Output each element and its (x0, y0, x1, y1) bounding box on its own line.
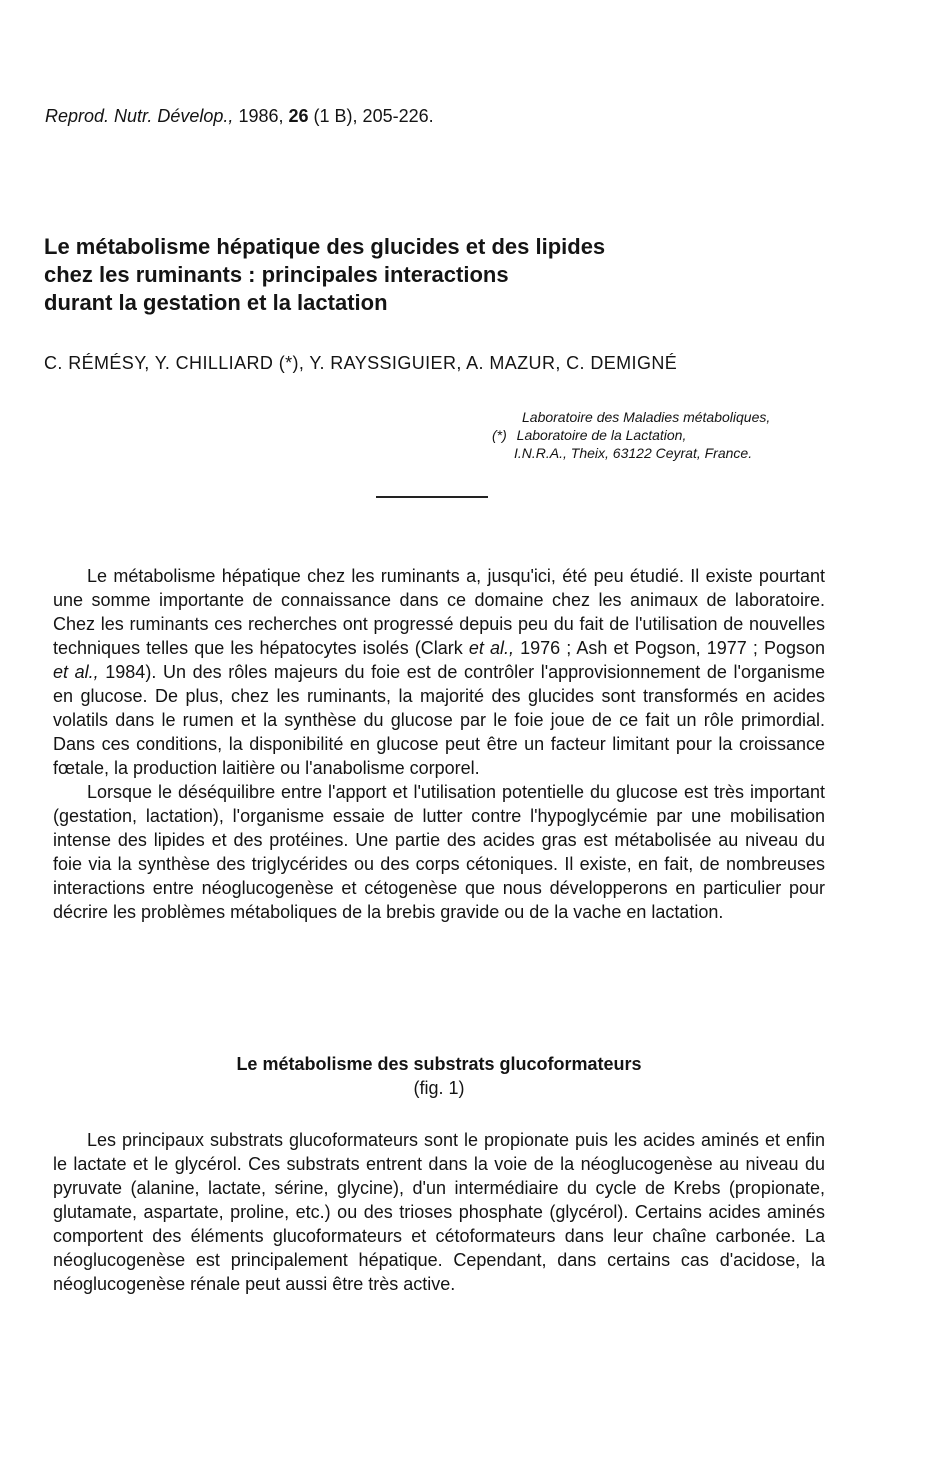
citation-line (45, 104, 745, 128)
separator-rule (376, 496, 488, 498)
publication-year: 1986, (238, 106, 284, 126)
figure-reference: (fig. 1) (413, 1078, 465, 1098)
et-al-1: et al., (468, 638, 515, 658)
intro-p1-text-b: 1976 ; Ash et Pogson, 1977 ; Pogson (514, 638, 826, 658)
title-line-1: Le métabolisme hépatique des glucides et des lipides (44, 234, 606, 259)
affiliation-3: I.N.R.A., Theix, 63122 Ceyrat, France. (514, 445, 753, 461)
journal-name: Reprod. Nutr. Dévelop., (45, 106, 234, 126)
issue-pages: (1 B), 205-226. (313, 106, 434, 126)
title-line-2: chez les ruminants : principales interactions (44, 262, 509, 287)
et-al-2: et al., (53, 662, 99, 682)
author-list: C. RÉMÉSY, Y. CHILLIARD (*), Y. RAYSSIGUIER, A. MAZUR, C. DEMIGNÉ (44, 353, 678, 373)
affiliation-marker: (*) (492, 427, 507, 443)
affiliation-2-text: Laboratoire de la Lactation, (516, 427, 687, 443)
affiliations (470, 408, 870, 462)
intro-p1-text-a: Le métabolisme hépatique chez les ruminants a, jusqu'ici, été peu étudié. Il existe pourtant une somme importante de connaissance dans ce domaine chez les animaux de laboratoire. Chez les ruminants ces recherches ont progressé depuis peu du fait de l'utilisation de nouvelles techniques telles que les hépatocytes isolés (Clark (53, 566, 825, 658)
article-title (44, 233, 844, 317)
title-line-3: durant la gestation et la lactation (44, 290, 388, 315)
introduction (53, 564, 825, 924)
section-heading (53, 1052, 825, 1100)
section-title: Le métabolisme des substrats glucoformateurs (236, 1054, 642, 1074)
intro-paragraph-2: Lorsque le déséquilibre entre l'apport et l'utilisation potentielle du glucose est très important (gestation, lactation), l'organisme essaie de lutter contre l'hypoglycémie par une mobilisation intense des lipides et des protéines. Une partie des acides gras est métabolisée au niveau du foie via la synthèse des triglycérides ou des corps cétoniques. Il existe, en fait, de nombreuses interactions entre néoglucogenèse et cétogenèse que nous développerons en particulier pour décrire les problèmes métaboliques de la brebis gravide ou de la vache en lactation. (53, 782, 825, 922)
affiliation-2 (492, 426, 892, 444)
volume-number: 26 (288, 106, 309, 126)
section-body (53, 1128, 825, 1296)
intro-p1-text-c: 1984). Un des rôles majeurs du foie est de contrôler l'approvisionnement de l'organisme en glucose. De plus, chez les ruminants, la majorité des glucides sont transformés en acides volatils dans le rumen et la synthèse du glucose par le foie joue de ce fait un rôle primordial. Dans ces conditions, la disponibilité en glucose peut être un facteur limitant pour la croissance fœtale, la production laitière ou l'anabolisme corporel. (53, 662, 825, 778)
affiliation-1: Laboratoire des Maladies métaboliques, (522, 409, 771, 425)
intro-paragraph-1 (53, 564, 825, 780)
section-paragraph-1: Les principaux substrats glucoformateurs sont le propionate puis les acides aminés et enfin le lactate et le glycérol. Ces substrats entrent dans la voie de la néoglucogenèse au niveau du pyruvate (alanine, lactate, sérine, glycine), d'un intermédiaire du cycle de Krebs (propionate, glutamate, aspartate, proline, etc.) ou des trioses phosphate (glycérol). Certains acides aminés comportent des éléments glucoformateurs et cétoformateurs dans leur chaîne carbonée. La néoglucogenèse est principalement hépatique. Cependant, dans certains cas d'acidose, la néoglucogenèse rénale peut aussi être très active. (53, 1130, 825, 1294)
